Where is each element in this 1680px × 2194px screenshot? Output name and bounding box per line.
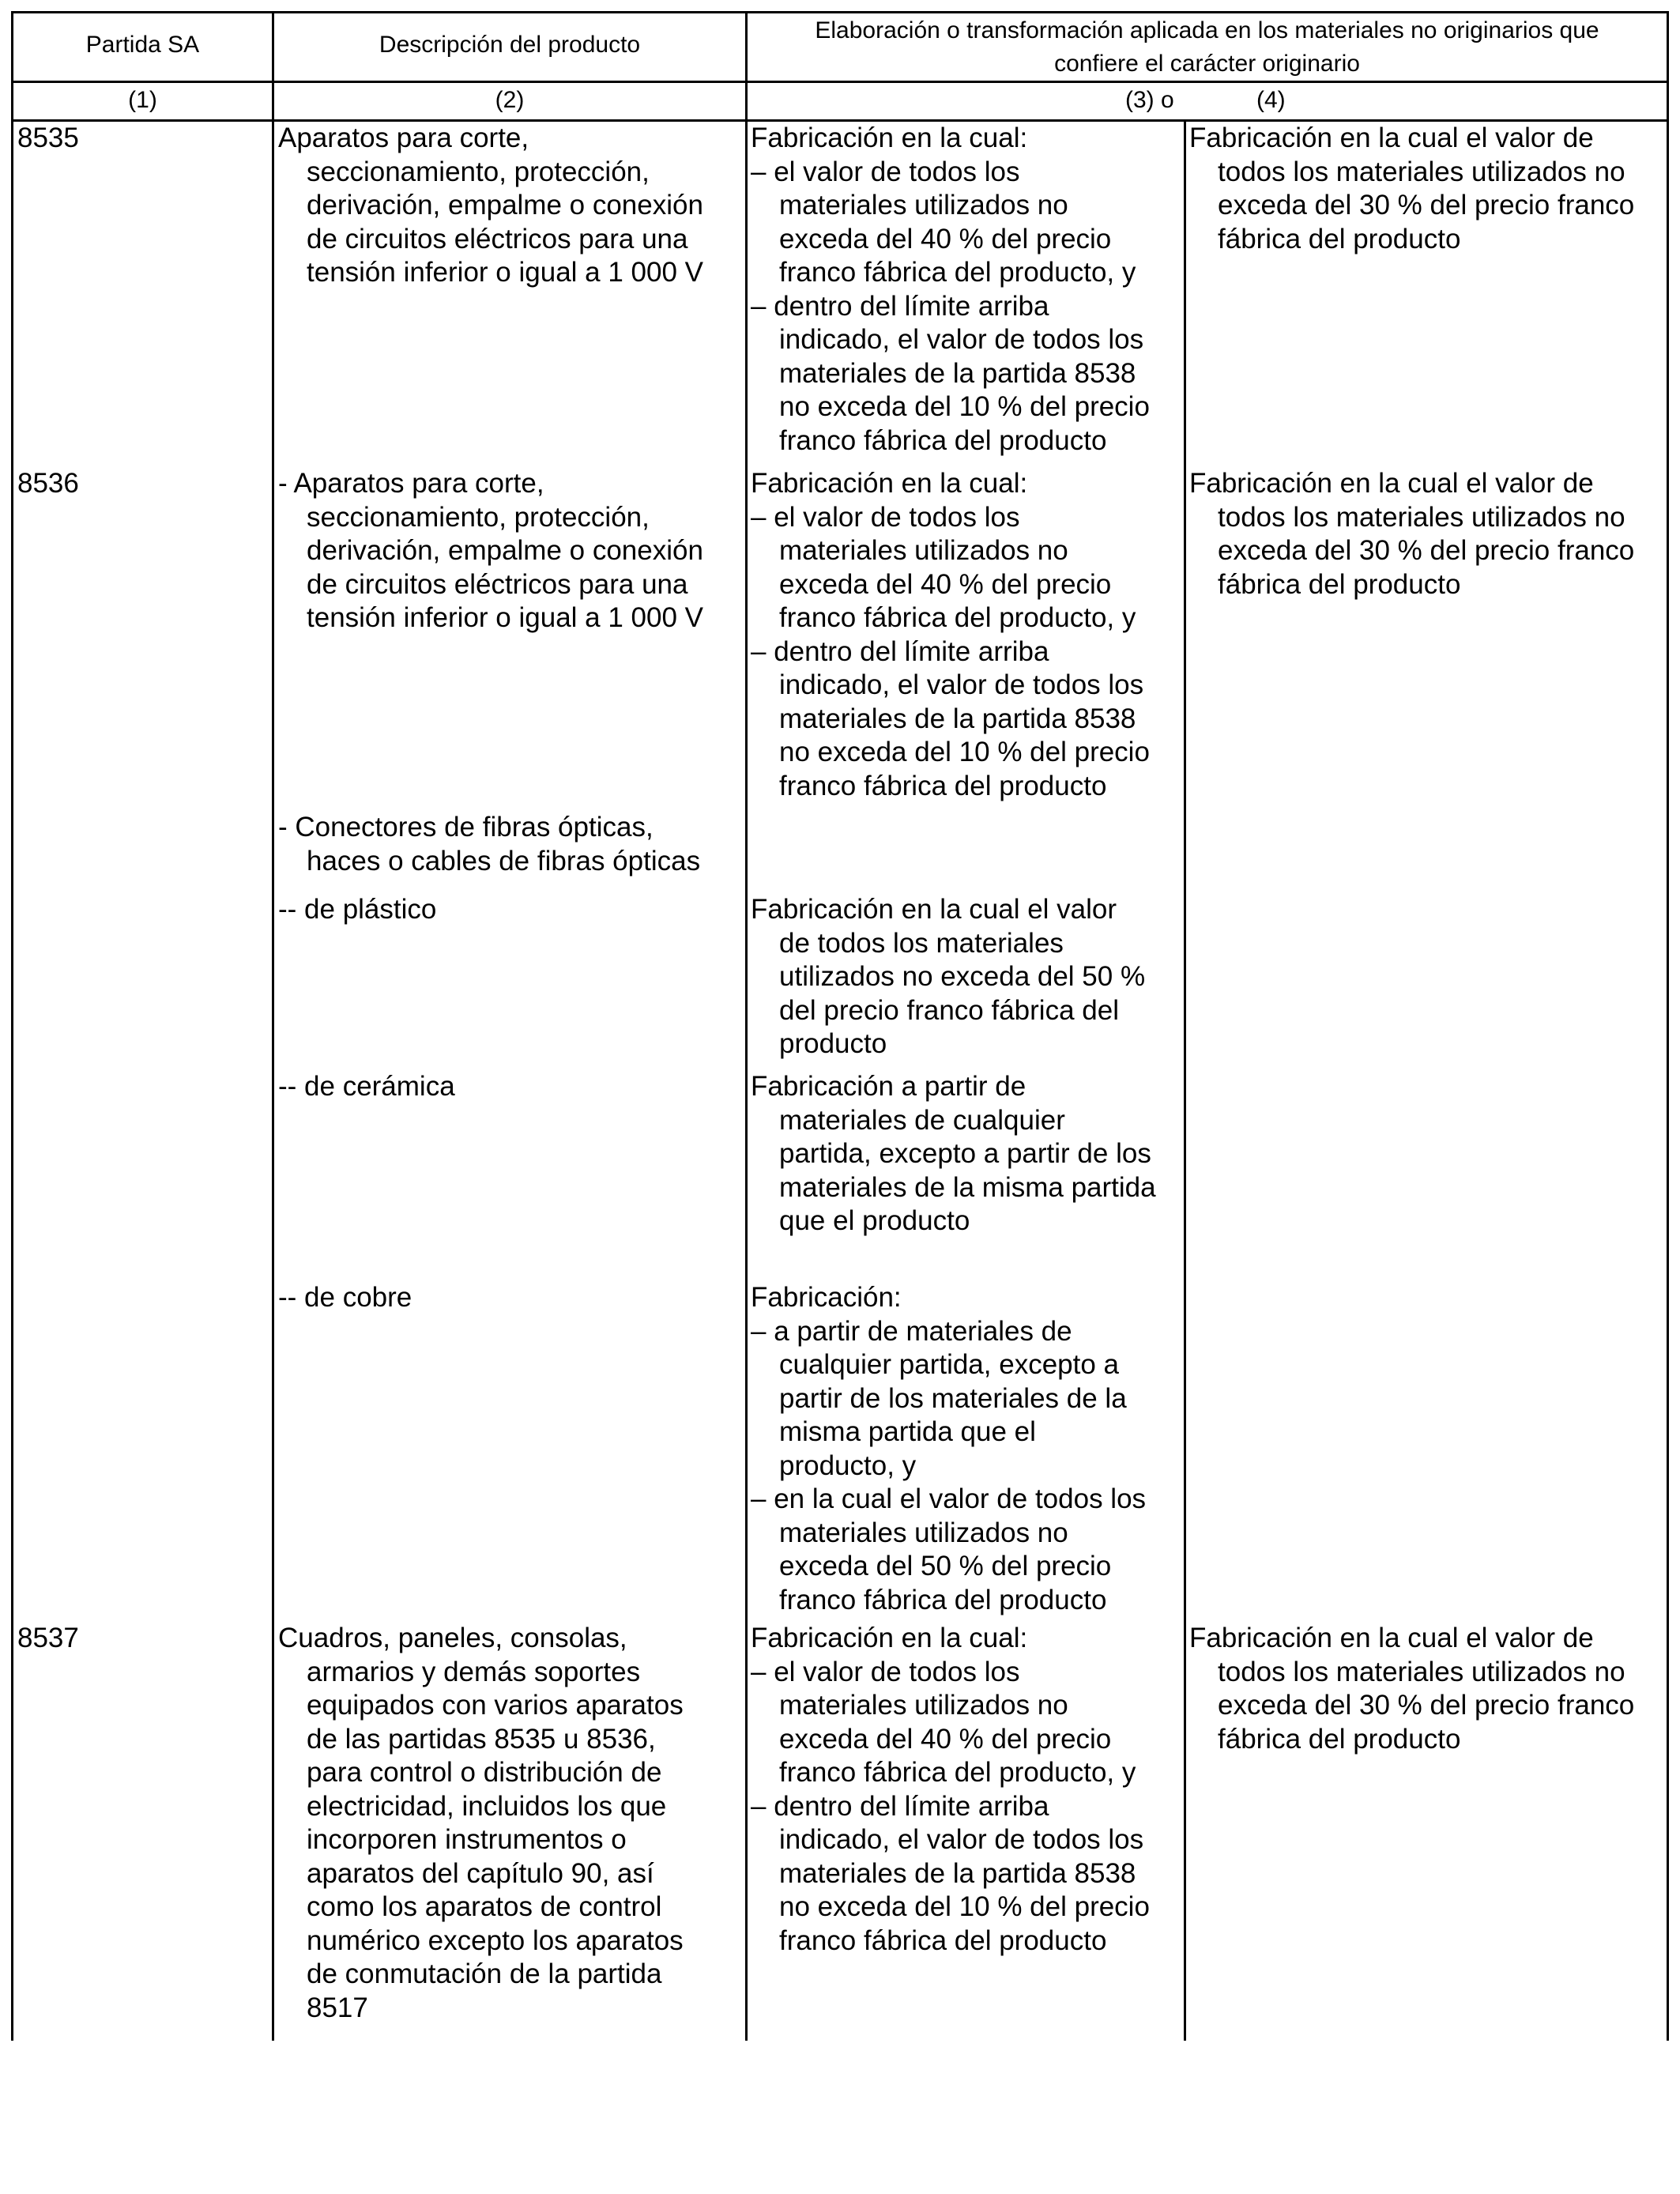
text-line: franco fábrica del producto, y — [779, 257, 1136, 288]
text-line: derivación, empalme o conexión — [307, 535, 703, 566]
text-line: – el valor de todos los — [751, 1656, 1020, 1687]
row-8536-col3 — [751, 467, 1150, 803]
text-line: no exceda del 10 % del precio — [779, 391, 1150, 422]
text-line: – en la cual el valor de todos los — [751, 1483, 1147, 1514]
text-line: materiales de la partida 8538 — [779, 703, 1136, 734]
row-8537-code: 8537 — [17, 1623, 79, 1653]
text-line: materiales de la misma partida — [779, 1171, 1156, 1203]
text-line: Fabricación en la cual: — [751, 123, 1028, 153]
text-line: utilizados no exceda del 50 % — [779, 961, 1146, 992]
text-line: como los aparatos de control — [307, 1891, 662, 1922]
text-line: exceda del 30 % del precio franco — [1218, 1690, 1635, 1721]
text-line: que el producto — [779, 1205, 970, 1236]
text-line: de conmutación de la partida — [307, 1958, 662, 1989]
text-line: Fabricación en la cual el valor de — [1189, 123, 1594, 153]
text-line: – el valor de todos los — [751, 501, 1020, 533]
header-partida-sa: Partida SA — [85, 32, 200, 58]
row-cobre-col3 — [751, 1281, 1146, 1617]
text-line: – dentro del límite arriba — [751, 1790, 1049, 1822]
text-line: fábrica del producto — [1218, 568, 1461, 600]
text-line: 8517 — [307, 1992, 368, 2023]
rules-of-origin-table — [11, 11, 1669, 2041]
text-line: todos los materiales utilizados no — [1218, 156, 1625, 187]
col2-right-border — [745, 11, 748, 2041]
text-line: -- de cobre — [278, 1282, 412, 1313]
text-line: exceda del 30 % del precio franco — [1218, 190, 1635, 221]
text-line: de circuitos eléctricos para una — [307, 223, 688, 254]
text-line: Fabricación en la cual: — [751, 468, 1028, 499]
text-line: – dentro del límite arriba — [751, 635, 1049, 667]
text-line: de las partidas 8535 u 8536, — [307, 1723, 656, 1755]
text-line: fábrica del producto — [1218, 1723, 1461, 1755]
text-line: fábrica del producto — [1218, 223, 1461, 254]
text-line: materiales de cualquier — [779, 1104, 1065, 1136]
header-num-3: (3) o — [1125, 87, 1174, 113]
text-line: materiales de la partida 8538 — [779, 1857, 1136, 1889]
text-line: exceda del 40 % del precio — [779, 223, 1112, 254]
row-8536-col4 — [1189, 467, 1634, 601]
text-line: tensión inferior o igual a 1 000 V — [307, 257, 703, 288]
text-line: -- de plástico — [278, 894, 437, 925]
text-line: equipados con varios aparatos — [307, 1690, 684, 1721]
row-8537-col4 — [1189, 1622, 1634, 1756]
text-line: Aparatos para corte, — [278, 123, 529, 153]
text-line: indicado, el valor de todos los — [779, 324, 1144, 355]
text-line: materiales utilizados no — [779, 190, 1068, 221]
text-line: Fabricación en la cual el valor — [751, 894, 1117, 925]
text-line: franco fábrica del producto, y — [779, 1757, 1136, 1788]
text-line: partir de los materiales de la — [779, 1382, 1127, 1414]
text-line: Fabricación en la cual: — [751, 1623, 1028, 1653]
text-line: Cuadros, paneles, consolas, — [278, 1623, 627, 1653]
text-line: exceda del 40 % del precio — [779, 568, 1112, 600]
text-line: franco fábrica del producto, y — [779, 602, 1136, 633]
text-line: materiales utilizados no — [779, 1517, 1068, 1548]
text-line: misma partida que el — [779, 1416, 1036, 1447]
text-line: franco fábrica del producto — [779, 770, 1107, 801]
header-elaboracion-line: confiere el carácter originario — [1054, 51, 1360, 77]
text-line: materiales de la partida 8538 — [779, 357, 1136, 389]
text-line: electricidad, incluidos los que — [307, 1790, 667, 1822]
text-line: numérico excepto los aparatos — [307, 1924, 684, 1956]
text-line: – el valor de todos los — [751, 156, 1020, 187]
row-8535-col3 — [751, 122, 1150, 458]
text-line: cualquier partida, excepto a — [779, 1349, 1119, 1380]
header-num-4: (4) — [1256, 87, 1286, 113]
text-line: franco fábrica del producto — [779, 1924, 1107, 1956]
text-line: del precio franco fábrica del — [779, 994, 1119, 1026]
text-line: indicado, el valor de todos los — [779, 1824, 1144, 1855]
header-descripcion: Descripción del producto — [379, 32, 641, 58]
text-line: franco fábrica del producto — [779, 1584, 1107, 1615]
text-line: aparatos del capítulo 90, así — [307, 1857, 654, 1889]
text-line: incorporen instrumentos o — [307, 1824, 627, 1855]
text-line: para control o distribución de — [307, 1757, 662, 1788]
table-left-border — [11, 11, 13, 2041]
text-line: exceda del 50 % del precio — [779, 1551, 1112, 1581]
text-line: todos los materiales utilizados no — [1218, 501, 1625, 533]
text-line: seccionamiento, protección, — [307, 156, 650, 187]
row-8535-col4 — [1189, 122, 1634, 256]
header-divider — [11, 81, 1669, 83]
row-8537-col3 — [751, 1622, 1150, 1958]
text-line: partida, excepto a partir de los — [779, 1138, 1151, 1169]
text-line: derivación, empalme o conexión — [307, 190, 703, 221]
text-line: materiales utilizados no — [779, 1690, 1068, 1721]
text-line: indicado, el valor de todos los — [779, 669, 1144, 700]
header-elaboracion-line: Elaboración o transformación aplicada en los materiales no originarios que — [815, 17, 1599, 43]
text-line: Fabricación en la cual el valor de — [1189, 468, 1594, 499]
text-line: - Aparatos para corte, — [278, 468, 544, 499]
table-top-border — [11, 11, 1669, 13]
text-line: -- de cerámica — [278, 1071, 455, 1102]
header-num-1: (1) — [128, 87, 157, 113]
row-8537-description — [278, 1622, 684, 2025]
row-8535-code: 8535 — [17, 123, 79, 153]
col3-right-border — [1184, 119, 1186, 2041]
text-line: producto, y — [779, 1449, 917, 1481]
text-line: tensión inferior o igual a 1 000 V — [307, 602, 703, 633]
text-line: - Conectores de fibras ópticas, — [278, 812, 654, 843]
text-line: Fabricación a partir de — [751, 1071, 1026, 1102]
text-line: no exceda del 10 % del precio — [779, 737, 1150, 767]
text-line: Fabricación: — [751, 1282, 902, 1313]
row-plastico-col3 — [751, 893, 1145, 1061]
text-line: – a partir de materiales de — [751, 1315, 1072, 1347]
text-line: exceda del 30 % del precio franco — [1218, 535, 1635, 566]
text-line: todos los materiales utilizados no — [1218, 1656, 1625, 1687]
text-line: seccionamiento, protección, — [307, 501, 650, 533]
row-8536-code: 8536 — [17, 468, 79, 499]
row-ceramica-col3 — [751, 1070, 1156, 1238]
text-line: no exceda del 10 % del precio — [779, 1891, 1150, 1922]
text-line: exceda del 40 % del precio — [779, 1723, 1112, 1755]
text-line: franco fábrica del producto — [779, 424, 1107, 456]
row-ceramica-description — [278, 1070, 455, 1104]
row-cobre-description — [278, 1281, 412, 1315]
header-num-2: (2) — [495, 87, 525, 113]
col1-right-border — [272, 11, 274, 2041]
text-line: haces o cables de fibras ópticas — [307, 845, 701, 876]
row-8535-description — [278, 122, 703, 290]
text-line: de todos los materiales — [779, 927, 1064, 959]
table-right-border — [1667, 11, 1669, 2041]
text-line: materiales utilizados no — [779, 535, 1068, 566]
text-line: producto — [779, 1028, 887, 1059]
text-line: Fabricación en la cual el valor de — [1189, 1623, 1594, 1653]
header-elaboracion — [748, 14, 1667, 81]
text-line: armarios y demás soportes — [307, 1656, 641, 1687]
row-fibras-opticas-description — [278, 811, 700, 878]
text-line: – dentro del límite arriba — [751, 290, 1049, 322]
row-8536-description — [278, 467, 703, 635]
text-line: de circuitos eléctricos para una — [307, 568, 688, 600]
row-plastico-description — [278, 893, 436, 927]
